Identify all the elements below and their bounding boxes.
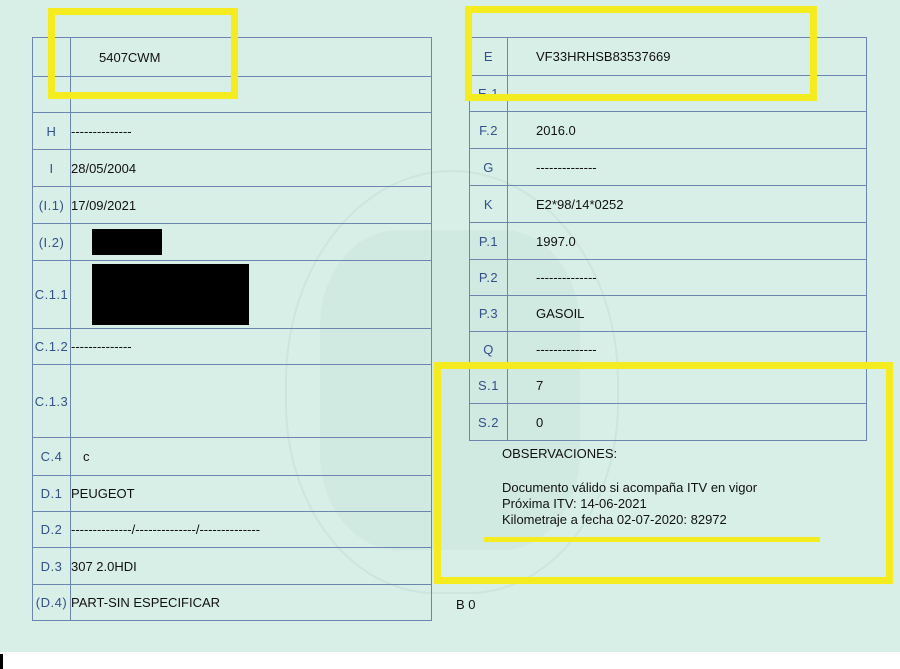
field-row-d4 [33,585,432,621]
field-row-p2 [470,260,867,296]
field-code: P.1 [470,223,508,260]
highlight-box-observaciones [434,362,893,584]
field-code: S.2 [470,404,508,441]
vin-number: VF33HRHSB83537669 [508,38,867,76]
field-code: K [470,186,508,223]
observaciones-line: Próxima ITV: 14-06-2021 [502,496,647,511]
field-code: I [33,150,71,187]
left-field-table [32,37,432,621]
field-value [71,365,432,438]
registration-date: 17/09/2021 [71,187,432,224]
field-row-c12 [33,329,432,365]
field-row-p3 [470,296,867,332]
field-code: G [470,149,508,186]
observaciones-line: Documento válido si acompaña ITV en vigor [502,480,758,495]
field-code: D.2 [33,512,71,548]
scan-edge-mark [0,654,3,669]
vehicle-category: PART-SIN ESPECIFICAR [71,585,432,621]
field-row-i1 [33,187,432,224]
type-approval: E2*98/14*0252 [508,186,867,223]
plate-number: 5407CWM [71,38,432,77]
field-code: C.1.1 [33,261,71,329]
field-value: -------------- [508,332,867,368]
vehicle-type: --------------/--------------/-------------- [71,512,432,548]
field-value: -------------- [71,329,432,365]
field-code: E [470,38,508,76]
field-row-p1 [470,223,867,260]
field-row-d2 [33,512,432,548]
field-code: (D.4) [33,585,71,621]
field-row-g [470,149,867,186]
field-code: F.2 [470,112,508,149]
first-registration-date: 28/05/2004 [71,150,432,187]
field-row-i [33,150,432,187]
field-code: D.3 [33,548,71,585]
field-code: E.1 [470,76,508,112]
observaciones-title: OBSERVACIONES: [502,446,618,461]
engine-capacity: 1997.0 [508,223,867,260]
field-code: Q [470,332,508,368]
observaciones-line: Kilometraje a fecha 02-07-2020: 82972 [502,512,727,527]
max-mass: 2016.0 [508,112,867,149]
redaction-block [92,264,249,325]
redaction-block [92,229,162,255]
footer-code: B 0 [456,597,476,612]
field-code: H [33,113,71,150]
field-row-d1 [33,476,432,512]
highlight-box-vin [465,6,817,101]
field-row-d3 [33,548,432,585]
standing-places: 0 [508,404,867,441]
field-value: c [71,438,432,476]
field-code: S.1 [470,368,508,404]
field-code: P.2 [470,260,508,296]
field-value: -------------- [508,260,867,296]
field-code: C.1.2 [33,329,71,365]
vehicle-model: 307 2.0HDI [71,548,432,585]
field-code: D.1 [33,476,71,512]
field-code: C.1.3 [33,365,71,438]
field-code: C.4 [33,438,71,476]
field-code: P.3 [470,296,508,332]
field-code: (I.1) [33,187,71,224]
field-row-c13 [33,365,432,438]
field-row-c4 [33,438,432,476]
field-value: -------------- [71,113,432,150]
highlight-underline [484,537,820,542]
fuel-type: GASOIL [508,296,867,332]
field-row-h [33,113,432,150]
field-code: (I.2) [33,224,71,261]
vehicle-make: PEUGEOT [71,476,432,512]
highlight-box-plate [48,8,238,99]
seats: 7 [508,368,867,404]
field-row-f2 [470,112,867,149]
field-row-k [470,186,867,223]
field-value: -------------- [508,149,867,186]
